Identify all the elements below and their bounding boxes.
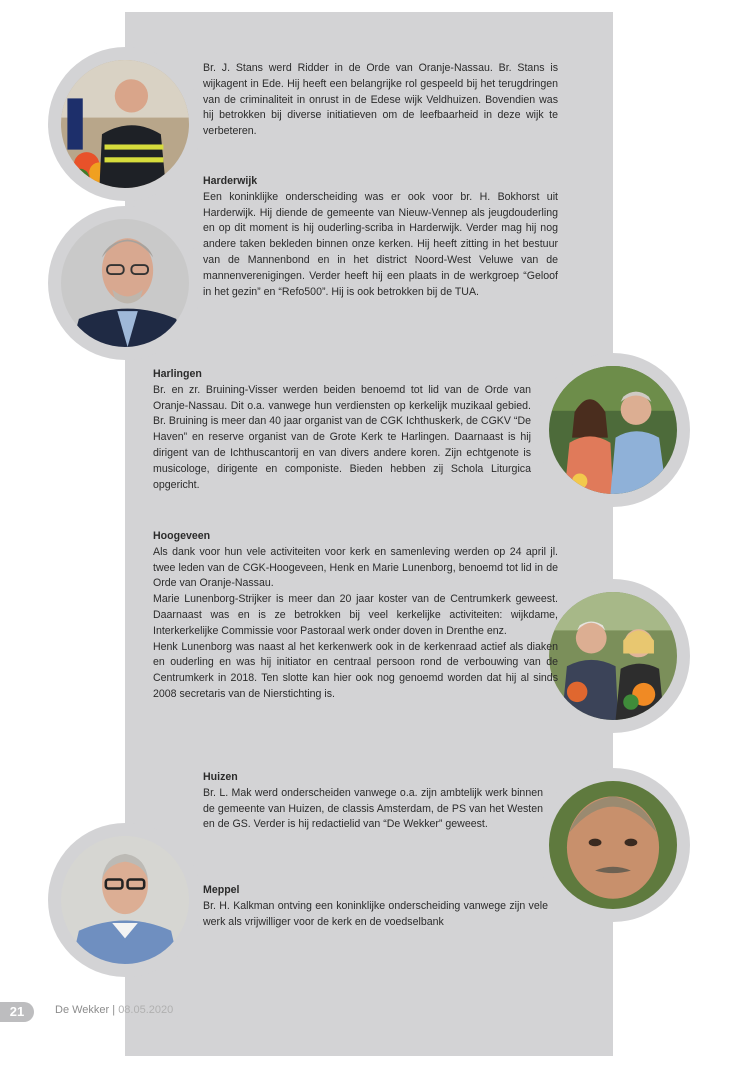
footer-separator: | bbox=[112, 1004, 116, 1016]
photo-mak bbox=[536, 768, 690, 922]
article-meppel bbox=[203, 883, 548, 930]
photo-stans bbox=[48, 47, 202, 201]
harderwijk-heading: Harderwijk bbox=[203, 175, 258, 187]
page-footer bbox=[0, 1002, 200, 1022]
ede-paragraph-1: Br. J. Stans werd Ridder in de Orde van Oranje-Nassau. Br. Stans is wijkagent in Ede. Hij heeft een belangrijke rol gespeeld bij het terugdringen van de criminaliteit in onrust in de Edese wijk Veldhuizen. Bovendien was hij betrokken bij diverse initiatieven om de leefbaarheid in deze wijk te verbeteren. bbox=[203, 62, 558, 138]
hoogeveen-paragraph-2: Marie Lunenborg-Strijker is meer dan 20 jaar koster van de Centrumkerk geweest. Daarnaast was en is ze betrokken bij veel kerkelijke activiteiten: wijkdame, Interkerkelijke Commissie voor Pastoraal werk onder doven in Drenthe enz. bbox=[153, 593, 558, 637]
harlingen-heading: Harlingen bbox=[153, 368, 202, 380]
hoogeveen-heading: Hoogeveen bbox=[153, 530, 211, 542]
article-hoogeveen bbox=[153, 529, 558, 703]
huizen-paragraph-1: Br. L. Mak werd onderscheiden vanwege o.a. zijn ambtelijk werk binnen de gemeente van Huizen, de classis Amsterdam, de PS van het Westen en de GS. Verder is hij redactielid van “De Wekker” geweest. bbox=[203, 786, 543, 831]
hoogeveen-paragraph-3: Henk Lunenborg was naast al het kerkenwerk ook in de kerkenraad actief als diaken en ouderling en was hij initiator en centraal persoon rond de verbouwing van de Centrumkerk in 2018. Ten slotte kan hier ook nog genoemd worden dat hij al sinds 2008 secretaris van de Nierstichting is. bbox=[153, 640, 558, 700]
harlingen-paragraph-1: Br. en zr. Bruining-Visser werden beiden benoemd tot lid van de Orde van Oranje-Nassau. Dit o.a. vanwege hun verdiensten op kerkelijk muzikaal gebied. Br. Bruining is meer dan 40 jaar organist van de CGK Ichthuskerk, de CGKV “De Haven” en reserve organist van de Grote Kerk te Harlingen. Daarnaast is hij dirigent van de Ichthuscantorij en van divers andere koren. Zijn echtgenote is musicologe, dirigente en componiste. Bieden hebben zij Schola Liturgica opgericht. bbox=[153, 383, 531, 491]
article-harderwijk bbox=[203, 174, 558, 300]
huizen-heading: Huizen bbox=[203, 771, 238, 783]
photo-lunenborg bbox=[536, 579, 690, 733]
meppel-heading: Meppel bbox=[203, 884, 240, 896]
footer-publication: De Wekker bbox=[55, 1004, 110, 1016]
photo-bokhorst bbox=[48, 206, 202, 360]
footer-publication-line bbox=[55, 1004, 173, 1016]
photo-bruining-visser bbox=[536, 353, 690, 507]
article-harlingen bbox=[153, 367, 531, 493]
harderwijk-paragraph-1: Een koninklijke onderscheiding was er ook voor br. H. Bokhorst uit Harderwijk. Hij diende de gemeente van Nieuw-Vennep als jeugdouderling en op dit moment is hij ouderling-scriba in Harderwijk. Verder mag hij nog andere taken bekleden binnen onze kerken. Hij heeft zitting in het bestuur van de Mannenbond en in het district Noord-West Veluwe van de mannenverenigingen. Verder heeft hij een plaats in de werkgroep “Geloof in het gezin” en “Refo500”. Hij is ook betrokken bij de TUA. bbox=[203, 190, 558, 298]
photo-kalkman bbox=[48, 823, 202, 977]
portrait-man-glasses-image bbox=[61, 219, 189, 347]
portrait-man-bald-glasses-image bbox=[61, 836, 189, 964]
article-ede bbox=[203, 61, 558, 140]
footer-date: 08.05.2020 bbox=[118, 1004, 174, 1016]
portrait-couple-flowers-image bbox=[549, 592, 677, 720]
page-number-badge: 21 bbox=[0, 1002, 34, 1022]
portrait-police-officer-image bbox=[61, 60, 189, 188]
portrait-man-selfie-image bbox=[549, 781, 677, 909]
meppel-paragraph-1: Br. H. Kalkman ontving een koninklijke onderscheiding vanwege zijn vele werk als vrijwilliger voor de kerk en de voedselbank bbox=[203, 899, 548, 928]
article-huizen bbox=[203, 770, 543, 833]
hoogeveen-paragraph-1: Als dank voor hun vele activiteiten voor kerk en samenleving werden op 24 april jl. twee leden van de CGK-Hoogeveen, Henk en Marie Lunenborg, benoemd tot lid in de Orde van Oranje-Nassau. bbox=[153, 545, 558, 590]
portrait-couple-image bbox=[549, 366, 677, 494]
